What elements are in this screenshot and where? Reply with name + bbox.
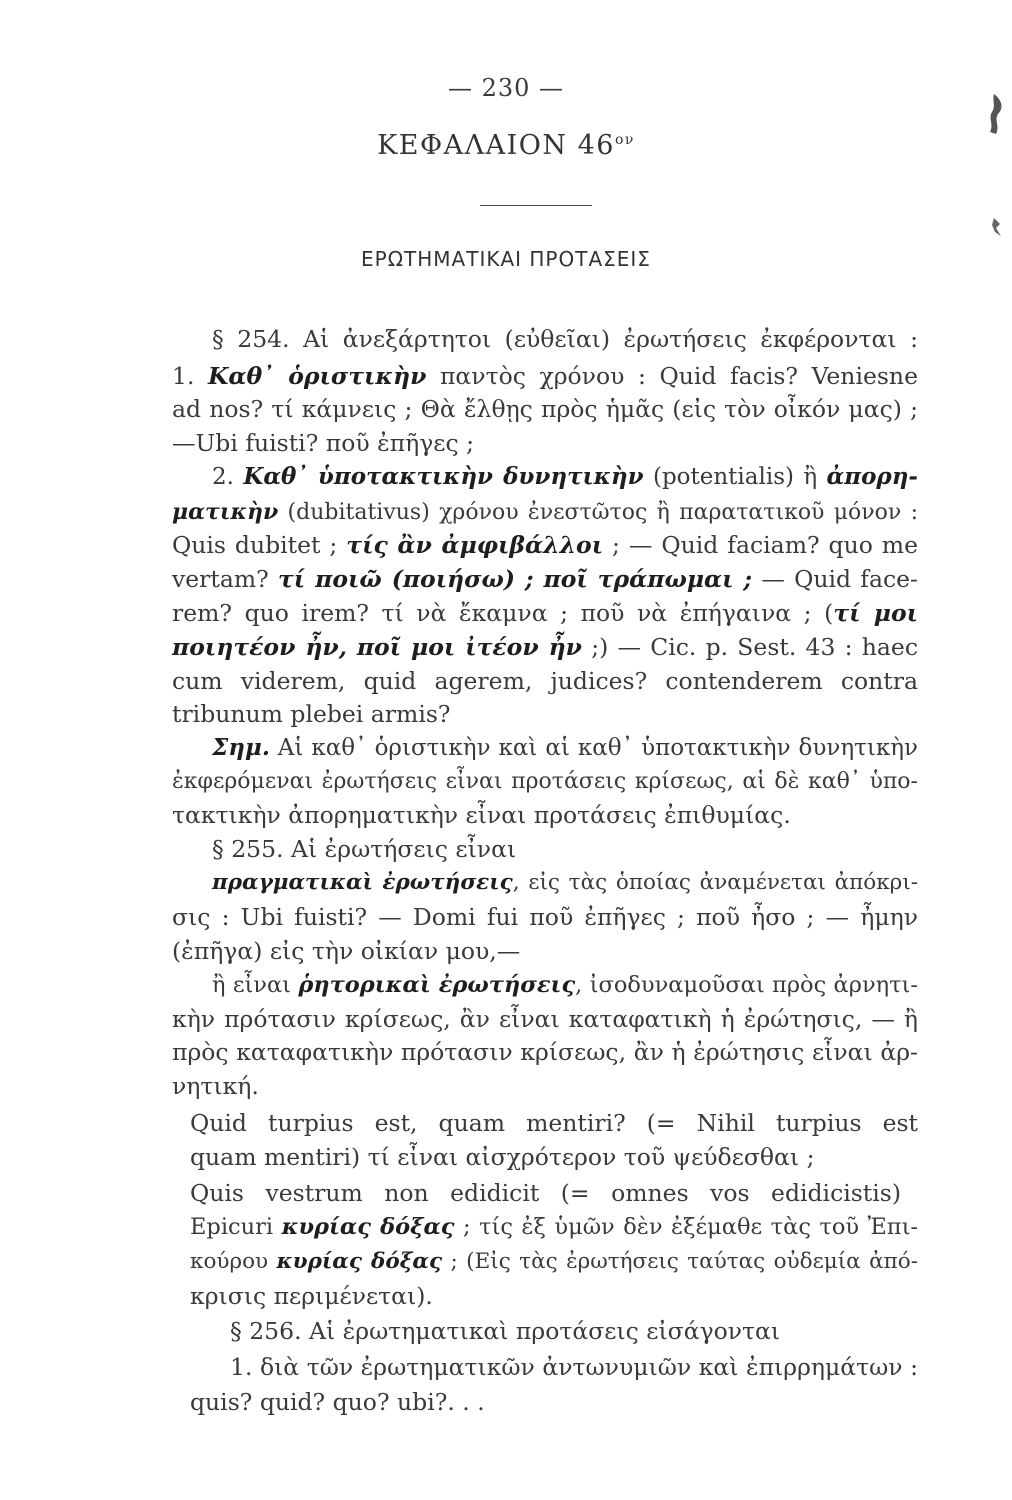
heading-divider <box>480 205 592 206</box>
text-run: 1. <box>172 362 208 390</box>
text-line-content <box>172 801 791 829</box>
text-run: § 254. Αἱ ἀνεξάρτητοι (εὐθεῖαι) ἐρωτήσεις ἐκφέρονται : <box>212 325 918 353</box>
text-run: τακτικὴν ἀπορηματικὴν εἶναι προτάσεις ἐπιθυμίας. <box>172 801 791 829</box>
text-line-content <box>212 464 918 490</box>
text-run: ;) — Cic. p. Sest. 43 : haec <box>581 633 918 661</box>
text-line-content <box>190 1249 918 1274</box>
text-line-content <box>172 903 918 931</box>
emphasized-term: τίς ἂν ἀμφιβάλλοι <box>346 531 604 559</box>
text-line-content <box>190 1109 918 1137</box>
text-run: § 256. Αἱ ἐρωτηματικαὶ προτάσεις εἰσάγονται <box>230 1317 781 1345</box>
text-run: § 255. Αἱ ἐρωτήσεις εἶναι <box>212 835 517 863</box>
page-number: — 230 — <box>447 74 565 102</box>
text-line <box>190 1140 815 1174</box>
text-line <box>190 1385 485 1419</box>
text-run: 2. <box>212 464 244 490</box>
text-line <box>172 1069 259 1103</box>
text-run: quam mentiri) τί εἶναι αἰσχρότερον τοῦ ψεύδεσθαι ; <box>190 1143 815 1171</box>
text-line <box>230 1314 780 1348</box>
text-line-content <box>190 1179 901 1207</box>
emphasized-term: τί μοι <box>833 599 918 627</box>
emphasized-term: ῥητορικαὶ ἐρωτήσεις <box>298 972 576 998</box>
chapter-heading <box>0 130 1012 161</box>
text-run: 1. διὰ τῶν ἐρωτηματικῶν ἀντωνυμιῶν καὶ ἐπιρρημάτων : <box>230 1353 918 1381</box>
text-line-content <box>172 1005 918 1033</box>
text-line-content <box>190 1282 433 1310</box>
text-line <box>190 1210 918 1244</box>
text-run: Quis vestrum non edidicit (= omnes vos edidicistis) <box>190 1179 901 1207</box>
text-line <box>212 731 918 765</box>
text-run: Quis dubitet ; <box>172 531 347 559</box>
emphasized-term: κυρίας δόξας <box>276 1249 443 1274</box>
text-run: ; (Εἰς τὰς ἐρωτήσεις ταύτας οὐδεμία ἀπό- <box>442 1249 918 1274</box>
text-run: ἢ εἶναι <box>212 972 299 998</box>
text-run: vertam? <box>172 565 278 593</box>
text-line <box>172 359 918 393</box>
text-line <box>212 832 516 866</box>
text-run: cum viderem, quid agerem, judices? contenderem contra <box>172 667 918 695</box>
text-line-content <box>172 1038 918 1066</box>
text-run: quis? quid? quo? ubi?. . . <box>190 1388 485 1416</box>
text-run: rem? quo irem? τί νὰ ἔκαμνα ; ποῦ νὰ ἐπήγαινα ; ( <box>172 599 834 627</box>
text-run: (dubitativus) χρόνου ἐνεστῶτος ἢ παρατατικοῦ μόνον : <box>278 500 918 525</box>
text-run: , ἰσοδυναμοῦσαι πρὸς ἀρνητι- <box>575 972 918 998</box>
text-line <box>172 528 918 562</box>
text-line-content <box>212 735 918 761</box>
text-line-content <box>230 1353 918 1381</box>
text-run: πρὸς καταφατικὴν πρότασιν κρίσεως, ἂν ἡ ἐρώτησις εἶναι ἀρ- <box>172 1038 918 1066</box>
text-run: ; — Quid faciam? quo me <box>603 531 918 559</box>
text-run: κούρου <box>190 1249 277 1274</box>
text-run: , εἰς τὰς ὁποίας ἀναμένεται ἀπόκρι- <box>512 870 919 895</box>
text-line <box>230 1350 918 1384</box>
text-run: tribunum plebei armis? <box>172 700 451 728</box>
text-line-content <box>172 633 918 661</box>
text-line-content <box>172 937 520 965</box>
text-line <box>172 392 918 426</box>
text-line <box>172 765 918 799</box>
text-line-content <box>172 429 474 457</box>
text-line <box>190 1106 918 1140</box>
text-line <box>190 1176 901 1210</box>
emphasized-term: Καθ᾽ ὁριστικὴν <box>208 362 427 390</box>
text-line-content <box>212 325 918 353</box>
text-run: Quid turpius est, quam mentiri? (= Nihil turpius est <box>190 1109 918 1137</box>
text-line <box>212 322 918 356</box>
text-line <box>172 630 918 664</box>
emphasized-term: κυρίας δόξας <box>281 1214 455 1240</box>
text-line-content <box>172 500 918 525</box>
text-line <box>172 596 918 630</box>
text-run: —Ubi fuisti? ποῦ ἐπῆγες ; <box>172 429 475 457</box>
chapter-title: ΚΕΦΑΛΑΙΟΝ 46 <box>377 130 615 161</box>
text-line-content <box>172 362 918 390</box>
text-run: (ἐπῆγα) εἰς τὴν οἰκίαν μου,— <box>172 937 521 965</box>
text-run: νητική. <box>172 1072 259 1100</box>
text-line-content <box>172 395 918 423</box>
text-line-content <box>172 565 918 593</box>
text-line-content <box>172 1072 259 1100</box>
text-line <box>172 1035 918 1069</box>
text-line <box>172 697 451 731</box>
text-line <box>172 798 791 832</box>
text-line-content <box>172 667 918 695</box>
text-line-content <box>172 531 918 559</box>
emphasized-term: τί ποιῶ (ποιήσω) ; ποῖ τράπωμαι ; <box>278 565 753 593</box>
text-line <box>190 1279 433 1313</box>
emphasized-term: πραγματικαὶ ἐρωτήσεις <box>212 870 513 895</box>
text-line-content <box>190 1143 815 1171</box>
text-line-content <box>190 1388 485 1416</box>
text-line <box>172 426 474 460</box>
text-line <box>212 460 918 494</box>
text-run: Epicuri <box>190 1214 282 1240</box>
text-line <box>190 1245 918 1279</box>
text-run: Αἱ καθ᾽ ὁριστικὴν καὶ αἱ καθ᾽ ὑποτακτικὴν δυνητικὴν <box>269 735 918 761</box>
text-line-content <box>172 599 918 627</box>
text-line <box>172 562 918 596</box>
text-line-content <box>212 835 516 863</box>
text-line <box>212 866 918 900</box>
text-run: (potentialis) ἢ <box>643 464 827 490</box>
text-line-content <box>190 1214 918 1240</box>
text-run: σις : Ubi fuisti? — Domi fui ποῦ ἐπῆγες ; ποῦ ἦσο ; — ἦμην <box>172 903 918 931</box>
emphasized-term: ποιητέον ἦν, ποῖ μοι ἰτέον ἦν <box>172 633 582 661</box>
text-run: ad nos? τί κάμνεις ; Θὰ ἔλθῃς πρὸς ἡμᾶς (εἰς τὸν οἶκόν μας) ; <box>172 395 918 423</box>
text-run: παντὸς χρόνου : Quid facis? Veniesne <box>426 362 918 390</box>
text-run: ἐκφερόμεναι ἐρωτήσεις εἶναι προτάσεις κρίσεως, αἱ δὲ καθ᾽ ὑπο- <box>172 769 918 794</box>
text-line <box>172 664 918 698</box>
text-line <box>212 968 918 1002</box>
text-run: κὴν πρότασιν κρίσεως, ἂν εἶναι καταφατικὴ ἡ ἐρώτησις, — ἢ <box>172 1005 918 1033</box>
text-line-content <box>212 870 918 895</box>
text-line <box>172 900 918 934</box>
text-line <box>172 934 520 968</box>
section-subtitle: ΕΡΩΤΗΜΑΤΙΚΑΙ ΠΡΟΤΑΣΕΙΣ <box>361 247 651 271</box>
emphasized-term: ματικὴν <box>172 499 279 525</box>
emphasized-term: ἀπορη- <box>826 463 918 490</box>
text-line <box>172 495 918 529</box>
text-line-content <box>212 972 918 998</box>
text-line-content <box>172 769 918 794</box>
emphasized-term: Σημ. <box>212 734 270 761</box>
text-run: ; τίς ἐξ ὑμῶν δὲν ἐξέμαθε τὰς τοῦ Ἐπι- <box>454 1214 918 1240</box>
text-run: κρισις περιμένεται). <box>190 1282 433 1310</box>
text-line-content <box>230 1317 780 1345</box>
text-line <box>172 1002 918 1036</box>
emphasized-term: Καθ᾽ ὑποτακτικὴν δυνητικὴν <box>243 463 644 490</box>
chapter-ordinal-suffix: ον <box>614 132 635 148</box>
text-line-content <box>172 700 451 728</box>
text-run: — Quid face- <box>752 565 918 593</box>
